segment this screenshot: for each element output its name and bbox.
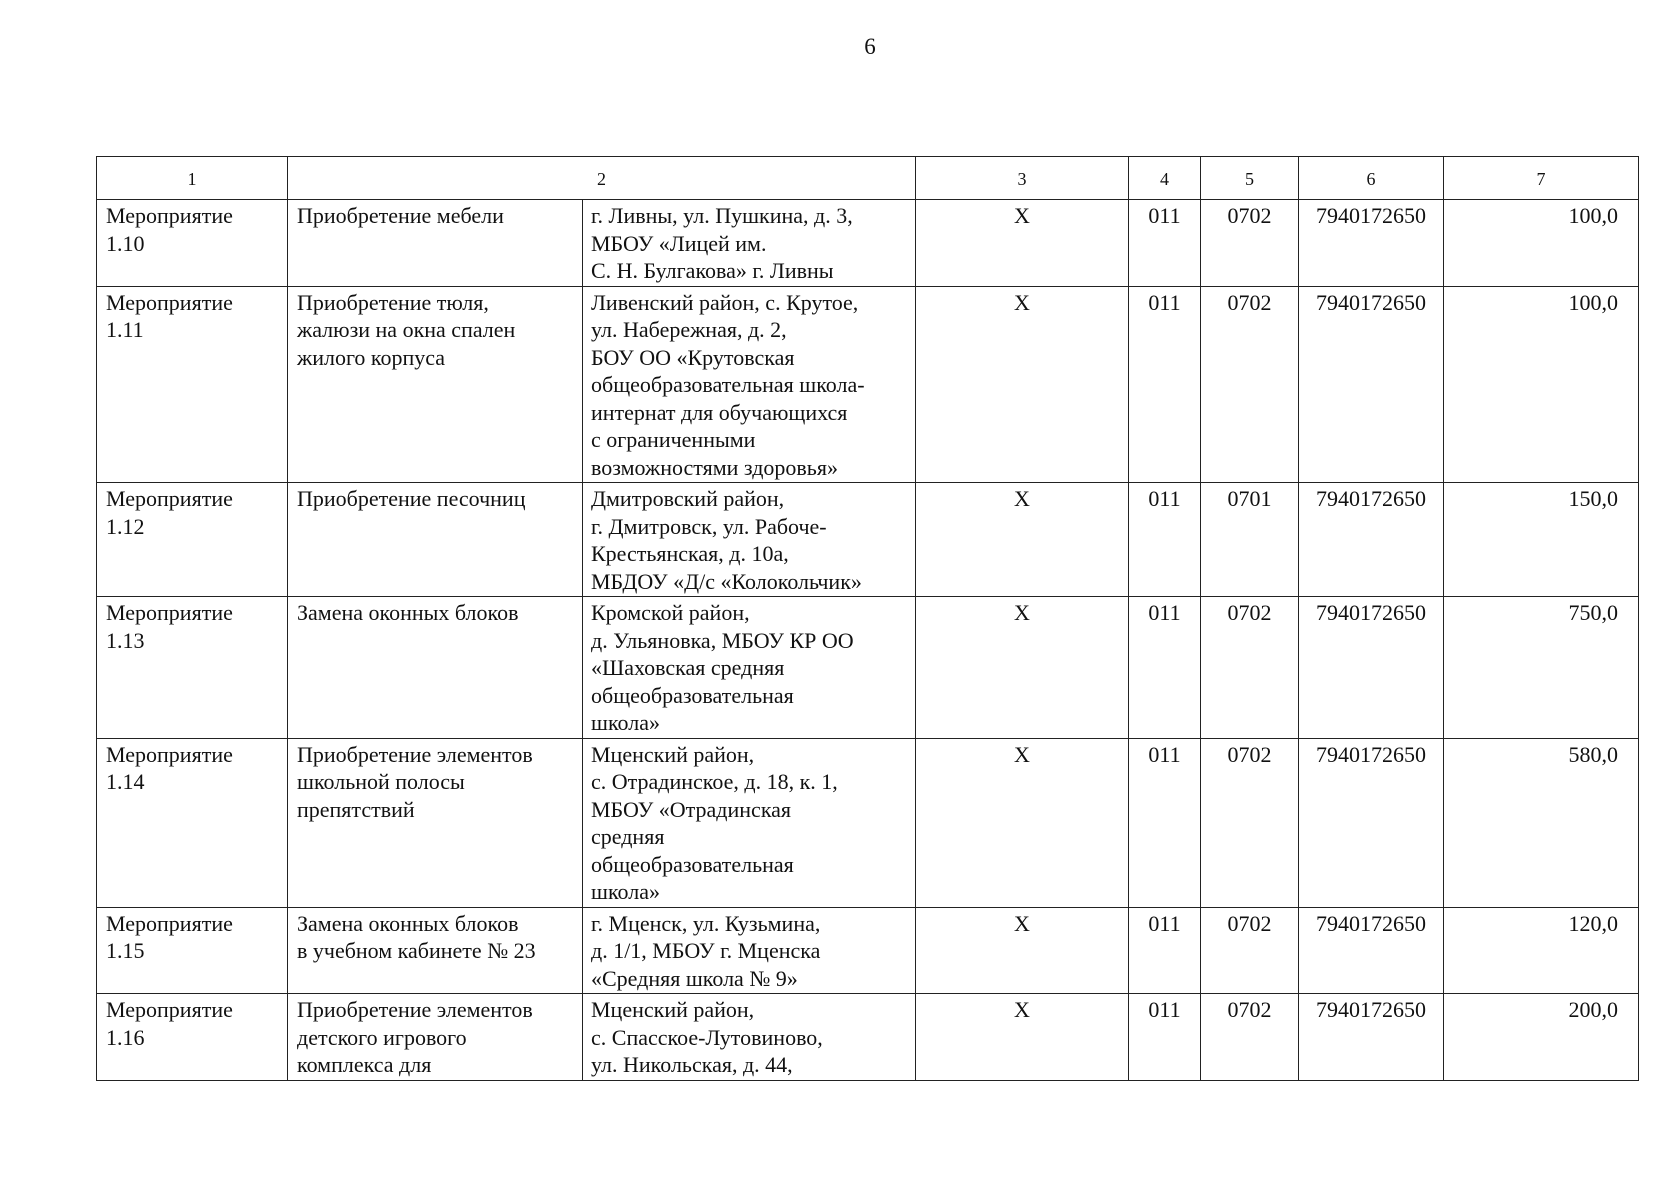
column-6-cell: 7940172650	[1299, 738, 1444, 907]
column-7-cell: 100,0	[1444, 200, 1639, 287]
column-3-cell: Х	[916, 994, 1129, 1081]
column-number-cell: 7	[1444, 157, 1639, 200]
column-4-cell: 011	[1129, 286, 1201, 483]
event-address-cell: Мценский район, с. Спасское-Лутовиново, ул. Никольская, д. 44,	[583, 994, 916, 1081]
event-name-cell: Приобретение тюля, жалюзи на окна спален жилого корпуса	[288, 286, 583, 483]
event-id-cell: Мероприятие 1.14	[97, 738, 288, 907]
event-address-cell: г. Ливны, ул. Пушкина, д. 3, МБОУ «Лицей им. С. Н. Булгакова» г. Ливны	[583, 200, 916, 287]
event-address-cell: г. Мценск, ул. Кузьмина, д. 1/1, МБОУ г. Мценска «Средняя школа № 9»	[583, 907, 916, 994]
column-5-cell: 0702	[1201, 200, 1299, 287]
event-name-cell: Приобретение песочниц	[288, 483, 583, 597]
event-address-cell: Дмитровский район, г. Дмитровск, ул. Рабоче- Крестьянская, д. 10а, МБДОУ «Д/с «Колокольчик»	[583, 483, 916, 597]
column-7-cell: 750,0	[1444, 597, 1639, 739]
column-6-cell: 7940172650	[1299, 994, 1444, 1081]
table-row	[97, 738, 1639, 907]
column-3-cell: Х	[916, 738, 1129, 907]
event-name-cell: Приобретение элементов детского игрового комплекса для	[288, 994, 583, 1081]
column-4-cell: 011	[1129, 907, 1201, 994]
event-id-cell: Мероприятие 1.16	[97, 994, 288, 1081]
column-6-cell: 7940172650	[1299, 907, 1444, 994]
column-number-row	[97, 157, 1639, 200]
column-3-cell: Х	[916, 483, 1129, 597]
column-6-cell: 7940172650	[1299, 597, 1444, 739]
column-number-cell: 3	[916, 157, 1129, 200]
column-5-cell: 0702	[1201, 738, 1299, 907]
column-6-cell: 7940172650	[1299, 200, 1444, 287]
column-number-cell: 4	[1129, 157, 1201, 200]
column-3-cell: Х	[916, 286, 1129, 483]
column-3-cell: Х	[916, 200, 1129, 287]
event-id-cell: Мероприятие 1.13	[97, 597, 288, 739]
column-number-cell: 2	[288, 157, 916, 200]
event-id-cell: Мероприятие 1.15	[97, 907, 288, 994]
event-address-cell: Мценский район, с. Отрадинское, д. 18, к. 1, МБОУ «Отрадинская средняя общеобразовательная школа»	[583, 738, 916, 907]
event-name-cell: Приобретение элементов школьной полосы препятствий	[288, 738, 583, 907]
column-7-cell: 580,0	[1444, 738, 1639, 907]
event-name-cell: Замена оконных блоков в учебном кабинете № 23	[288, 907, 583, 994]
event-id-cell: Мероприятие 1.11	[97, 286, 288, 483]
column-4-cell: 011	[1129, 200, 1201, 287]
column-6-cell: 7940172650	[1299, 483, 1444, 597]
column-4-cell: 011	[1129, 597, 1201, 739]
table-row	[97, 597, 1639, 739]
event-address-cell: Ливенский район, с. Крутое, ул. Набережная, д. 2, БОУ ОО «Крутовская общеобразовательная школа- интернат для обучающихся с ограниченными возможностями здоровья»	[583, 286, 916, 483]
column-7-cell: 100,0	[1444, 286, 1639, 483]
column-number-cell: 1	[97, 157, 288, 200]
event-address-cell: Кромской район, д. Ульяновка, МБОУ КР ОО «Шаховская средняя общеобразовательная школа»	[583, 597, 916, 739]
event-name-cell: Замена оконных блоков	[288, 597, 583, 739]
column-4-cell: 011	[1129, 483, 1201, 597]
column-3-cell: Х	[916, 907, 1129, 994]
column-4-cell: 011	[1129, 994, 1201, 1081]
table-row	[97, 907, 1639, 994]
column-5-cell: 0702	[1201, 286, 1299, 483]
event-id-cell: Мероприятие 1.10	[97, 200, 288, 287]
column-5-cell: 0702	[1201, 907, 1299, 994]
column-number-cell: 6	[1299, 157, 1444, 200]
table-row	[97, 200, 1639, 287]
column-5-cell: 0701	[1201, 483, 1299, 597]
events-table	[96, 156, 1639, 1081]
table-row	[97, 286, 1639, 483]
table-row	[97, 483, 1639, 597]
column-number-cell: 5	[1201, 157, 1299, 200]
event-id-cell: Мероприятие 1.12	[97, 483, 288, 597]
event-name-cell: Приобретение мебели	[288, 200, 583, 287]
column-3-cell: Х	[916, 597, 1129, 739]
column-7-cell: 200,0	[1444, 994, 1639, 1081]
column-7-cell: 150,0	[1444, 483, 1639, 597]
column-6-cell: 7940172650	[1299, 286, 1444, 483]
column-4-cell: 011	[1129, 738, 1201, 907]
column-7-cell: 120,0	[1444, 907, 1639, 994]
column-5-cell: 0702	[1201, 994, 1299, 1081]
column-5-cell: 0702	[1201, 597, 1299, 739]
page-number: 6	[864, 34, 876, 59]
table-row	[97, 994, 1639, 1081]
